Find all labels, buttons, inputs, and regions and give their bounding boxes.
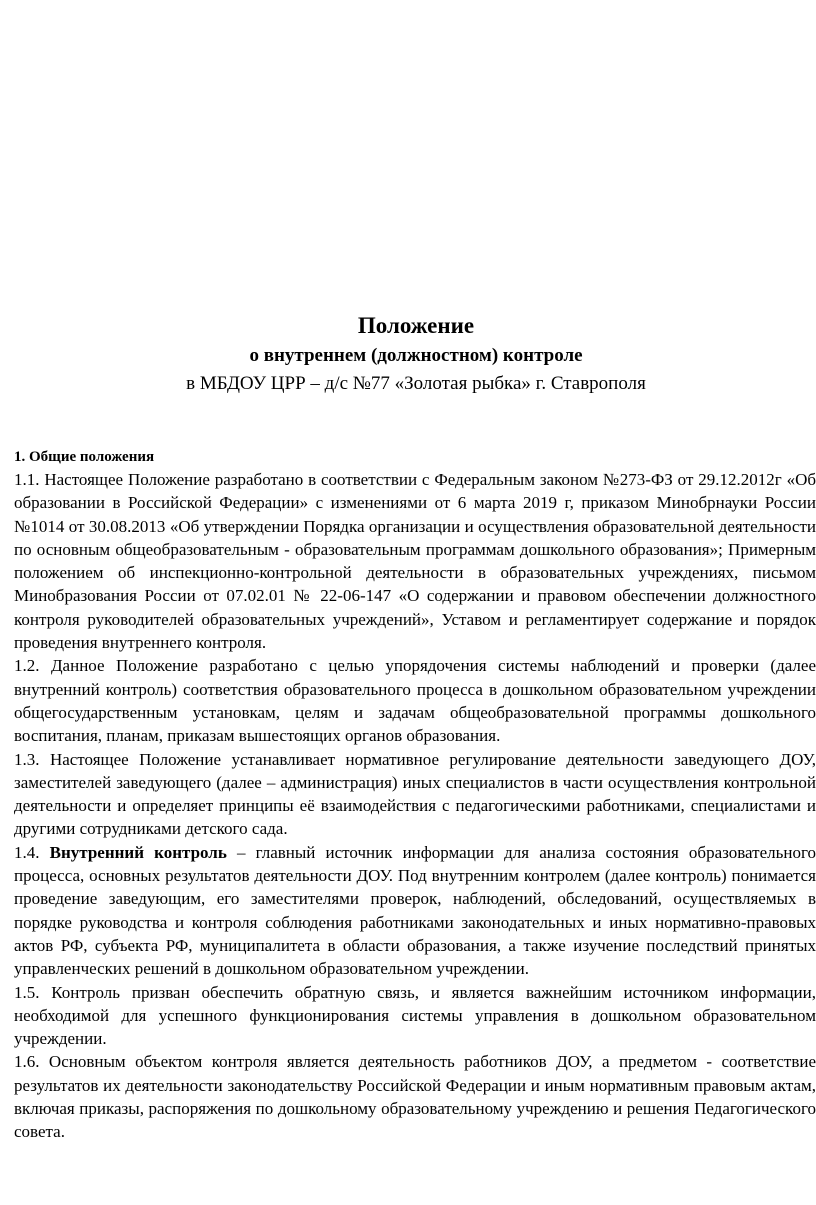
paragraph-1-4-number: 1.4. (14, 842, 50, 862)
paragraph-1-4-text: – главный источник информации для анализа состояния образовательного процесса, основных результатов деятельности ДОУ. Под внутренним контролем (далее контроль) понимается проведение заведующим, его заместителями проверок, наблюдений, обследований, осуществляемых в порядке руководства и контроля соблюдения работниками законодательных и иных нормативно-правовых актов РФ, субъекта РФ, муниципалитета в области образования, а также изучение последствий принятых управленческих решений в дошкольном образовательном учреждении. (14, 842, 816, 979)
paragraph-1-3: 1.3. Настоящее Положение устанавливает нормативное регулирование деятельности заведующего ДОУ, заместителей заведующего (далее – администрация) иных специалистов в части осуществления контрольной деятельности и определяет принципы её взаимодействия с педагогическими работниками, специалистами и другими сотрудниками детского сада. (14, 749, 816, 839)
organization-line: в МБДОУ ЦРР – д/с №77 «Золотая рыбка» г. Ставрополя (186, 373, 646, 394)
document-title-block (0, 312, 816, 397)
paragraph-1-6: 1.6. Основным объектом контроля является деятельность работников ДОУ, а предметом - соответствие результатов их деятельности законодательству Российской Федерации и иным нормативным правовым актам, включая приказы, распоряжения по дошкольному образовательному учреждению и решения Педагогического совета. (14, 1052, 816, 1142)
paragraph-1-4-term: Внутренний контроль (49, 842, 227, 862)
paragraph-1-5: 1.5. Контроль призван обеспечить обратную связь, и является важнейшим источником информации, необходимой для успешного функционирования системы управления в дошкольном образовательном учреждении. (14, 982, 816, 1049)
document-subtitle: о внутреннем (должностном) контроле (249, 345, 583, 366)
section-heading: 1. Общие положения (14, 449, 155, 465)
document-title: Положение (357, 313, 475, 338)
paragraph-1-4 (14, 841, 816, 981)
paragraph-1-1: 1.1. Настоящее Положение разработано в соответствии с Федеральным законом №273-ФЗ от 29.12.2012г «Об образовании в Российской Федерации» с изменениями от 6 марта 2019 г, приказом Минобрнауки России №1014 от 30.08.2013 «Об утверждении Порядка организации и осуществления образовательной деятельности по основным общеобразовательным - образовательным программам дошкольного образования»; Примерным положением об инспекционно-контрольной деятельности в образовательных учреждениях, письмом Минобразования России от 07.02.01 № 22-06-147 «О содержании и правовом обеспечении должностного контроля руководителей образовательных учреждений», Уставом и регламентирует содержание и порядок проведения внутреннего контроля. (14, 470, 816, 653)
paragraph-1-2: 1.2. Данное Положение разработано с целью упорядочения системы наблюдений и проверки (далее внутренний контроль) соответствия образовательного процесса в дошкольном образовательном учреждении общегосударственным установкам, целям и задачам общеобразовательной программы дошкольного воспитания, планам, приказам вышестоящих органов образования. (14, 656, 816, 746)
document-body (14, 448, 816, 1144)
